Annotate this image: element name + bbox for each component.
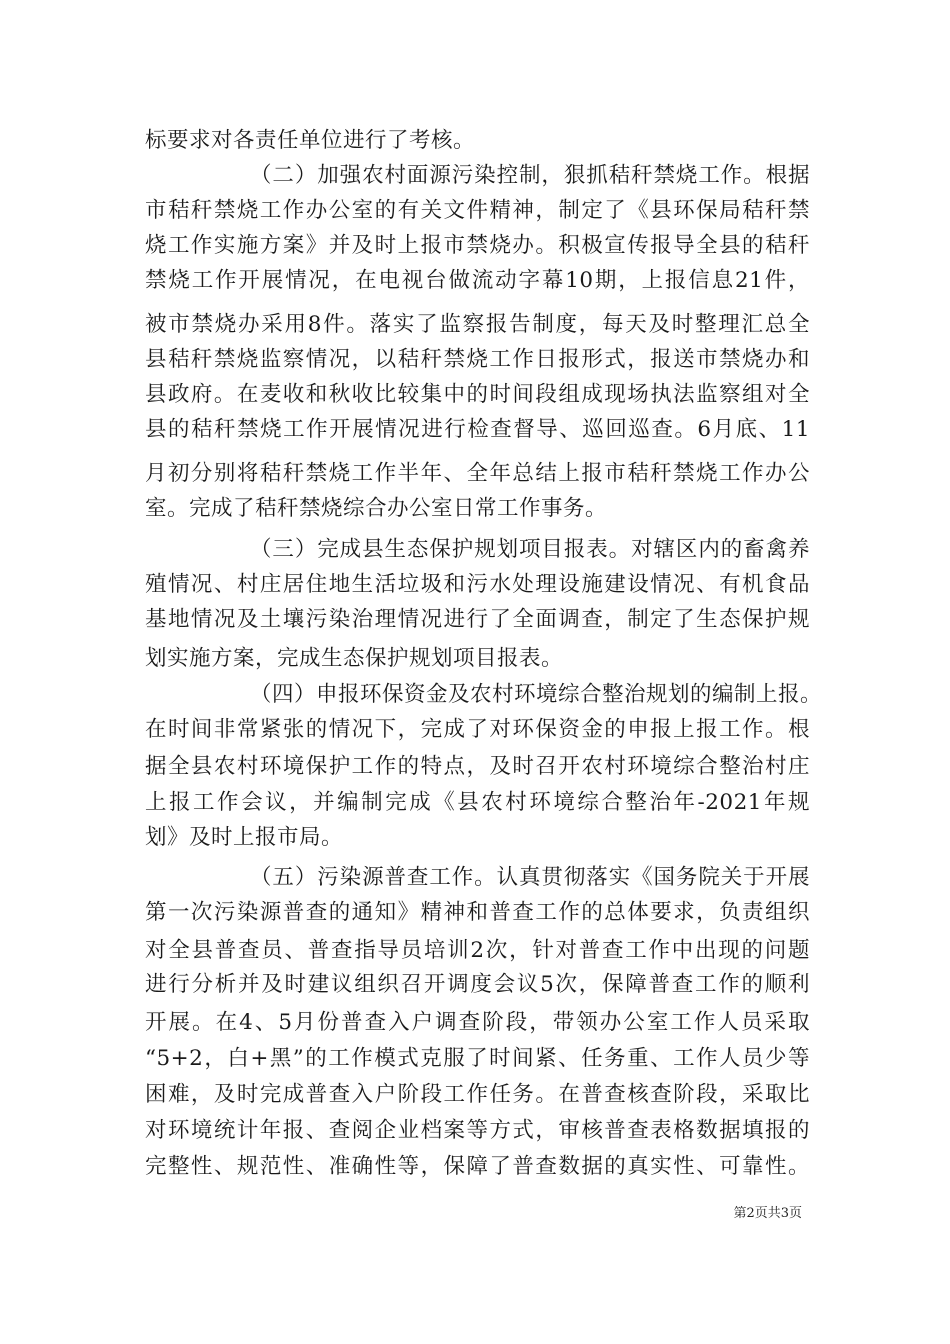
text-line: 划》及时上报市局。 — [145, 825, 344, 850]
text-line: 进行分析并及时建议组织召开调度会议5次，保障普查工作的顺利 — [145, 972, 810, 997]
text-line: 烧工作实施方案》并及时上报市禁烧办。积极宣传报导全县的秸秆 — [145, 233, 810, 258]
text-line: 基地情况及土壤污染治理情况进行了全面调查，制定了生态保护规 — [145, 607, 810, 632]
text-line: 室。完成了秸秆禁烧综合办公室日常工作事务。 — [145, 496, 608, 521]
text-line: 县的秸秆禁烧工作开展情况进行检查督导、巡回巡查。6月底、11 — [145, 417, 810, 442]
text-line: （二）加强农村面源污染控制，狠抓秸秆禁烧工作。根据 — [250, 163, 810, 188]
text-line: 殖情况、村庄居住地生活垃圾和污水处理设施建设情况、有机食品 — [145, 572, 810, 597]
text-line: （三）完成县生态保护规划项目报表。对辖区内的畜禽养 — [250, 537, 810, 562]
text-line: 对全县普查员、普查指导员培训2次，针对普查工作中出现的问题 — [145, 938, 810, 963]
text-line: 困难，及时完成普查入户阶段工作任务。在普查核查阶段，采取比 — [145, 1082, 810, 1107]
text-line: 被市禁烧办采用8件。落实了监察报告制度，每天及时整理汇总全 — [145, 312, 810, 337]
text-line: 市秸秆禁烧工作办公室的有关文件精神，制定了《县环保局秸秆禁 — [145, 198, 810, 223]
text-line: 对环境统计年报、查阅企业档案等方式，审核普查表格数据填报的 — [145, 1118, 810, 1143]
text-line: 划实施方案，完成生态保护规划项目报表。 — [145, 646, 564, 671]
text-line: “5+2，白+黑”的工作模式克服了时间紧、任务重、工作人员少等 — [145, 1046, 810, 1071]
text-line: 标要求对各责任单位进行了考核。 — [145, 128, 476, 153]
text-line: 完整性、规范性、准确性等，保障了普查数据的真实性、可靠性。 — [145, 1154, 810, 1179]
text-line: 第一次污染源普查的通知》精神和普查工作的总体要求，负责组织 — [145, 900, 810, 925]
text-line: 县政府。在麦收和秋收比较集中的时间段组成现场执法监察组对全 — [145, 382, 810, 407]
text-line: 禁烧工作开展情况，在电视台做流动字幕10期，上报信息21件， — [145, 268, 810, 293]
text-line: （四）申报环保资金及农村环境综合整治规划的编制上报。 — [250, 682, 823, 707]
page-number: 第2页共3页 — [733, 1206, 802, 1221]
text-line: 开展。在4、5月份普查入户调查阶段，带领办公室工作人员采取 — [145, 1010, 810, 1035]
text-line: 上报工作会议，并编制完成《县农村环境综合整治年-2021年规 — [145, 790, 810, 815]
text-line: （五）污染源普查工作。认真贯彻落实《国务院关于开展 — [250, 865, 810, 890]
text-line: 在时间非常紧张的情况下，完成了对环保资金的申报上报工作。根 — [145, 717, 810, 742]
text-line: 县秸秆禁烧监察情况，以秸秆禁烧工作日报形式，报送市禁烧办和 — [145, 347, 810, 372]
text-line: 据全县农村环境保护工作的特点，及时召开农村环境综合整治村庄 — [145, 754, 810, 779]
text-line: 月初分别将秸秆禁烧工作半年、全年总结上报市秸秆禁烧工作办公 — [145, 461, 810, 486]
